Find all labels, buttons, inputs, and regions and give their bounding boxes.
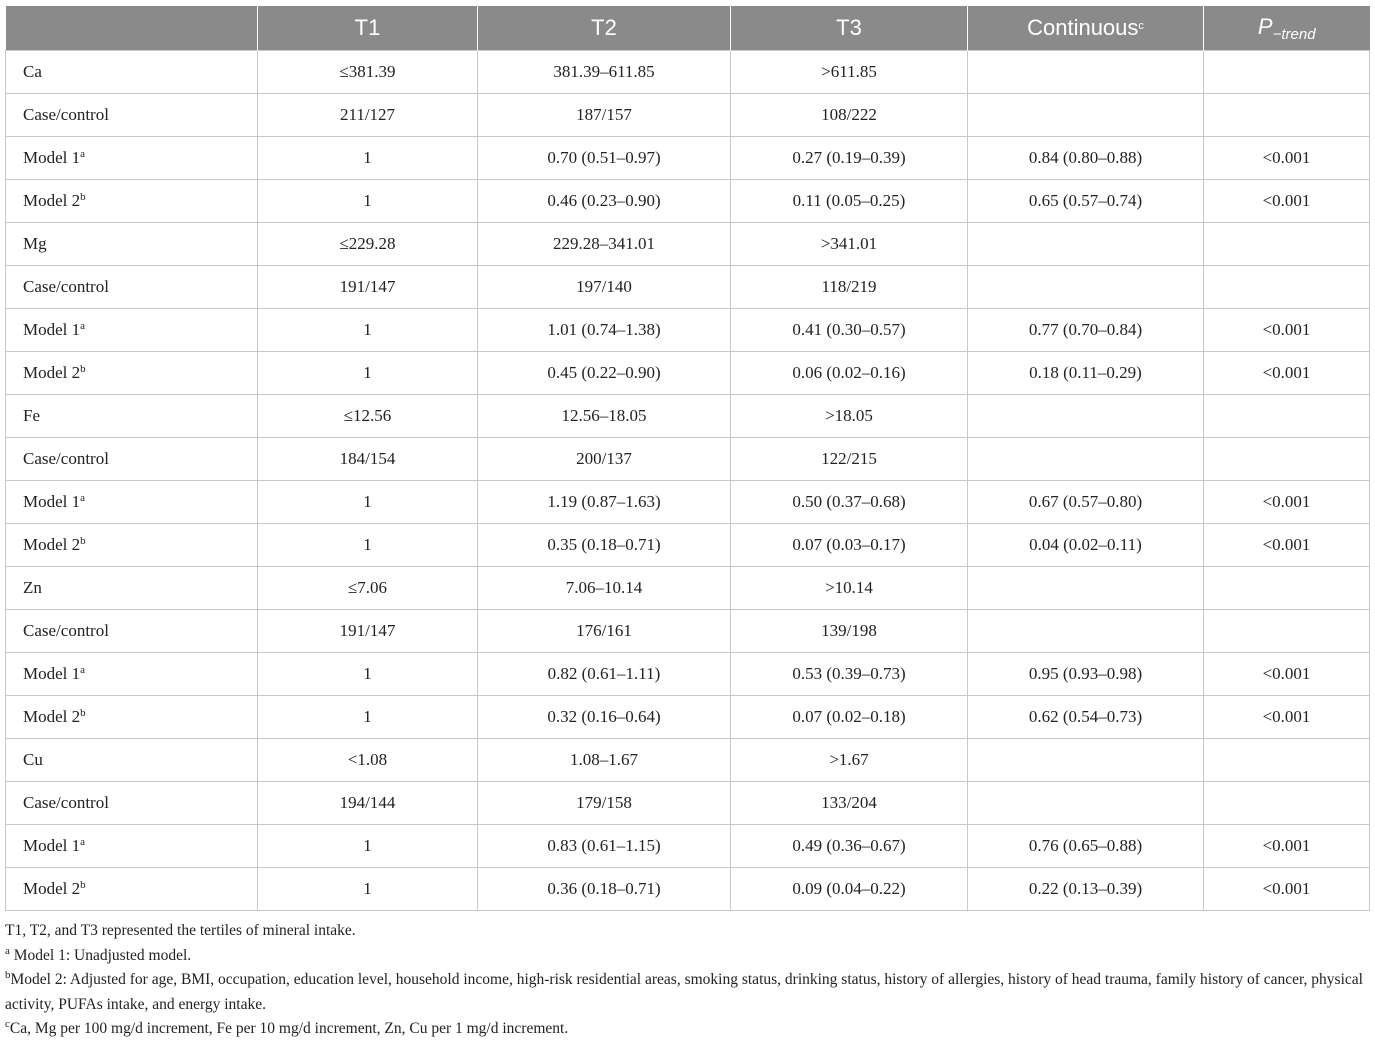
cell-continuous: 0.77 (0.70–0.84) [968, 309, 1204, 352]
footnote-b [5, 968, 1369, 1017]
cell-t2: 0.83 (0.61–1.15) [478, 825, 731, 868]
cell-ptrend: <0.001 [1204, 868, 1370, 911]
header-continuous-sup: c [1138, 20, 1144, 32]
cell-t1: 191/147 [258, 266, 478, 309]
row-label-cell [6, 309, 258, 352]
row-label: Case/control [23, 105, 109, 124]
cell-continuous [968, 395, 1204, 438]
cell-t2: 179/158 [478, 782, 731, 825]
row-label-sup: b [80, 363, 86, 375]
table-row [6, 266, 1370, 309]
cell-t1: ≤7.06 [258, 567, 478, 610]
cell-continuous: 0.22 (0.13–0.39) [968, 868, 1204, 911]
cell-t2: 0.32 (0.16–0.64) [478, 696, 731, 739]
row-label: Model 2 [23, 191, 81, 210]
table-row [6, 739, 1370, 782]
cell-t1: 1 [258, 180, 478, 223]
cell-t3: 0.27 (0.19–0.39) [731, 137, 968, 180]
cell-ptrend [1204, 610, 1370, 653]
cell-t3: 0.09 (0.04–0.22) [731, 868, 968, 911]
row-label-cell [6, 94, 258, 137]
header-ptrend-p: P [1257, 13, 1273, 39]
cell-ptrend: <0.001 [1204, 352, 1370, 395]
cell-t2: 12.56–18.05 [478, 395, 731, 438]
cell-t3: 0.50 (0.37–0.68) [731, 481, 968, 524]
cell-continuous [968, 610, 1204, 653]
cell-ptrend [1204, 739, 1370, 782]
cell-ptrend [1204, 266, 1370, 309]
cell-t3: 0.07 (0.03–0.17) [731, 524, 968, 567]
cell-ptrend [1204, 51, 1370, 94]
cell-continuous [968, 51, 1204, 94]
footnotes [5, 919, 1369, 1042]
cell-t2: 187/157 [478, 94, 731, 137]
results-table [5, 6, 1370, 911]
table-row [6, 567, 1370, 610]
row-label-cell [6, 825, 258, 868]
cell-t2: 0.45 (0.22–0.90) [478, 352, 731, 395]
table-row [6, 180, 1370, 223]
row-label: Cu [23, 750, 43, 769]
row-label-cell [6, 51, 258, 94]
cell-t3: >341.01 [731, 223, 968, 266]
row-label: Model 1 [23, 836, 81, 855]
row-label: Case/control [23, 449, 109, 468]
results-table-container [5, 6, 1369, 911]
cell-ptrend: <0.001 [1204, 180, 1370, 223]
row-label-sup: a [80, 836, 86, 848]
cell-t1: 194/144 [258, 782, 478, 825]
cell-t1: ≤12.56 [258, 395, 478, 438]
row-label-cell [6, 395, 258, 438]
row-label-sup: a [80, 320, 86, 332]
row-label-sup: b [80, 535, 86, 547]
header-row [6, 6, 1370, 51]
footnote-c-mark: c [5, 1018, 10, 1030]
cell-t2: 197/140 [478, 266, 731, 309]
cell-continuous: 0.18 (0.11–0.29) [968, 352, 1204, 395]
cell-continuous: 0.67 (0.57–0.80) [968, 481, 1204, 524]
cell-ptrend [1204, 567, 1370, 610]
cell-t3: 0.41 (0.30–0.57) [731, 309, 968, 352]
table-row [6, 395, 1370, 438]
row-label: Case/control [23, 277, 109, 296]
table-row [6, 610, 1370, 653]
cell-continuous [968, 266, 1204, 309]
cell-continuous: 0.84 (0.80–0.88) [968, 137, 1204, 180]
cell-t2: 0.36 (0.18–0.71) [478, 868, 731, 911]
cell-t1: 1 [258, 696, 478, 739]
table-row [6, 94, 1370, 137]
cell-ptrend: <0.001 [1204, 524, 1370, 567]
cell-continuous: 0.04 (0.02–0.11) [968, 524, 1204, 567]
cell-t1: 1 [258, 481, 478, 524]
cell-continuous: 0.95 (0.93–0.98) [968, 653, 1204, 696]
header-continuous [968, 6, 1204, 51]
cell-t3: >10.14 [731, 567, 968, 610]
footnote-tertiles: T1, T2, and T3 represented the tertiles of mineral intake. [5, 922, 356, 939]
cell-t3: 118/219 [731, 266, 968, 309]
cell-t2: 381.39–611.85 [478, 51, 731, 94]
row-label-cell [6, 180, 258, 223]
cell-ptrend [1204, 438, 1370, 481]
table-row [6, 309, 1370, 352]
cell-t3: 108/222 [731, 94, 968, 137]
row-label-cell [6, 696, 258, 739]
cell-continuous [968, 567, 1204, 610]
cell-continuous: 0.62 (0.54–0.73) [968, 696, 1204, 739]
cell-t2: 7.06–10.14 [478, 567, 731, 610]
cell-t3: 122/215 [731, 438, 968, 481]
cell-ptrend: <0.001 [1204, 696, 1370, 739]
table-row [6, 524, 1370, 567]
cell-continuous [968, 782, 1204, 825]
cell-t1: <1.08 [258, 739, 478, 782]
cell-continuous [968, 739, 1204, 782]
row-label-sup: b [80, 879, 86, 891]
cell-t3: 139/198 [731, 610, 968, 653]
footnote-a-mark: a [5, 944, 10, 957]
footnote-b-mark: b [5, 969, 11, 981]
cell-t2: 1.19 (0.87–1.63) [478, 481, 731, 524]
row-label: Model 2 [23, 707, 81, 726]
cell-t1: ≤381.39 [258, 51, 478, 94]
row-label-cell [6, 352, 258, 395]
table-row [6, 51, 1370, 94]
row-label: Model 2 [23, 535, 81, 554]
row-label-sup: b [80, 707, 86, 719]
cell-t1: 1 [258, 868, 478, 911]
cell-t2: 0.70 (0.51–0.97) [478, 137, 731, 180]
header-ptrend [1204, 6, 1370, 51]
row-label: Fe [23, 406, 40, 425]
table-row [6, 696, 1370, 739]
cell-t1: ≤229.28 [258, 223, 478, 266]
cell-t1: 1 [258, 137, 478, 180]
table-row [6, 868, 1370, 911]
row-label-cell [6, 653, 258, 696]
row-label-sup: a [80, 492, 86, 504]
cell-t1: 1 [258, 524, 478, 567]
cell-ptrend [1204, 94, 1370, 137]
cell-t2: 0.35 (0.18–0.71) [478, 524, 731, 567]
cell-t3: 0.07 (0.02–0.18) [731, 696, 968, 739]
footnote-b-text: Model 2: Adjusted for age, BMI, occupation, education level, household income, high-risk residential areas, smoking status, drinking status, history of allergies, history of head trauma, family history of cancer, physical activity, PUFAs intake, and energy intake. [5, 971, 1363, 1013]
cell-t1: 184/154 [258, 438, 478, 481]
cell-t1: 211/127 [258, 94, 478, 137]
cell-t3: >611.85 [731, 51, 968, 94]
cell-t3: >1.67 [731, 739, 968, 782]
row-label: Model 2 [23, 879, 81, 898]
row-label-sup: a [80, 664, 86, 676]
footnote-a [5, 944, 1369, 969]
cell-t3: 0.11 (0.05–0.25) [731, 180, 968, 223]
cell-t2: 176/161 [478, 610, 731, 653]
row-label: Ca [23, 62, 42, 81]
cell-t3: 0.53 (0.39–0.73) [731, 653, 968, 696]
cell-t1: 1 [258, 352, 478, 395]
row-label-cell [6, 223, 258, 266]
cell-continuous [968, 438, 1204, 481]
row-label: Model 1 [23, 664, 81, 683]
table-row [6, 438, 1370, 481]
cell-continuous: 0.76 (0.65–0.88) [968, 825, 1204, 868]
footnote-c [5, 1017, 1369, 1042]
row-label-cell [6, 782, 258, 825]
header-t1: T1 [258, 6, 478, 51]
row-label: Model 1 [23, 148, 81, 167]
row-label: Mg [23, 234, 47, 253]
row-label-cell [6, 438, 258, 481]
table-row [6, 825, 1370, 868]
row-label: Model 1 [23, 320, 81, 339]
header-ptrend-sub: −trend [1272, 25, 1316, 43]
cell-ptrend: <0.001 [1204, 309, 1370, 352]
header-t3: T3 [731, 6, 968, 51]
table-body [6, 51, 1370, 911]
cell-t2: 1.08–1.67 [478, 739, 731, 782]
cell-t3: 0.06 (0.02–0.16) [731, 352, 968, 395]
footnote-c-text: Ca, Mg per 100 mg/d increment, Fe per 10 mg/d increment, Zn, Cu per 1 mg/d increment. [9, 1020, 569, 1037]
row-label-cell [6, 524, 258, 567]
row-label: Model 2 [23, 363, 81, 382]
cell-t2: 200/137 [478, 438, 731, 481]
row-label-cell [6, 266, 258, 309]
cell-t1: 191/147 [258, 610, 478, 653]
row-label-cell [6, 567, 258, 610]
row-label-sup: b [80, 191, 86, 203]
table-row [6, 481, 1370, 524]
cell-ptrend: <0.001 [1204, 653, 1370, 696]
cell-t3: >18.05 [731, 395, 968, 438]
cell-t1: 1 [258, 653, 478, 696]
table-row [6, 782, 1370, 825]
row-label: Zn [23, 578, 42, 597]
footnote-a-text: Model 1: Unadjusted model. [9, 946, 192, 964]
header-blank [6, 6, 258, 51]
cell-t1: 1 [258, 309, 478, 352]
cell-continuous: 0.65 (0.57–0.74) [968, 180, 1204, 223]
row-label-cell [6, 610, 258, 653]
row-label-cell [6, 137, 258, 180]
cell-ptrend: <0.001 [1204, 481, 1370, 524]
row-label: Model 1 [23, 492, 81, 511]
table-row [6, 137, 1370, 180]
header-continuous-label: Continuous [1027, 15, 1139, 40]
cell-continuous [968, 223, 1204, 266]
cell-t2: 0.82 (0.61–1.11) [478, 653, 731, 696]
row-label-cell [6, 868, 258, 911]
row-label: Case/control [23, 621, 109, 640]
row-label: Case/control [23, 793, 109, 812]
cell-t2: 229.28–341.01 [478, 223, 731, 266]
header-t2: T2 [478, 6, 731, 51]
cell-ptrend: <0.001 [1204, 825, 1370, 868]
table-row [6, 352, 1370, 395]
cell-t2: 1.01 (0.74–1.38) [478, 309, 731, 352]
cell-ptrend: <0.001 [1204, 137, 1370, 180]
cell-ptrend [1204, 223, 1370, 266]
cell-t3: 0.49 (0.36–0.67) [731, 825, 968, 868]
cell-continuous [968, 94, 1204, 137]
table-row [6, 653, 1370, 696]
cell-ptrend [1204, 782, 1370, 825]
table-row [6, 223, 1370, 266]
row-label-cell [6, 481, 258, 524]
cell-t2: 0.46 (0.23–0.90) [478, 180, 731, 223]
cell-t1: 1 [258, 825, 478, 868]
row-label-cell [6, 739, 258, 782]
cell-ptrend [1204, 395, 1370, 438]
cell-t3: 133/204 [731, 782, 968, 825]
row-label-sup: a [80, 148, 86, 160]
